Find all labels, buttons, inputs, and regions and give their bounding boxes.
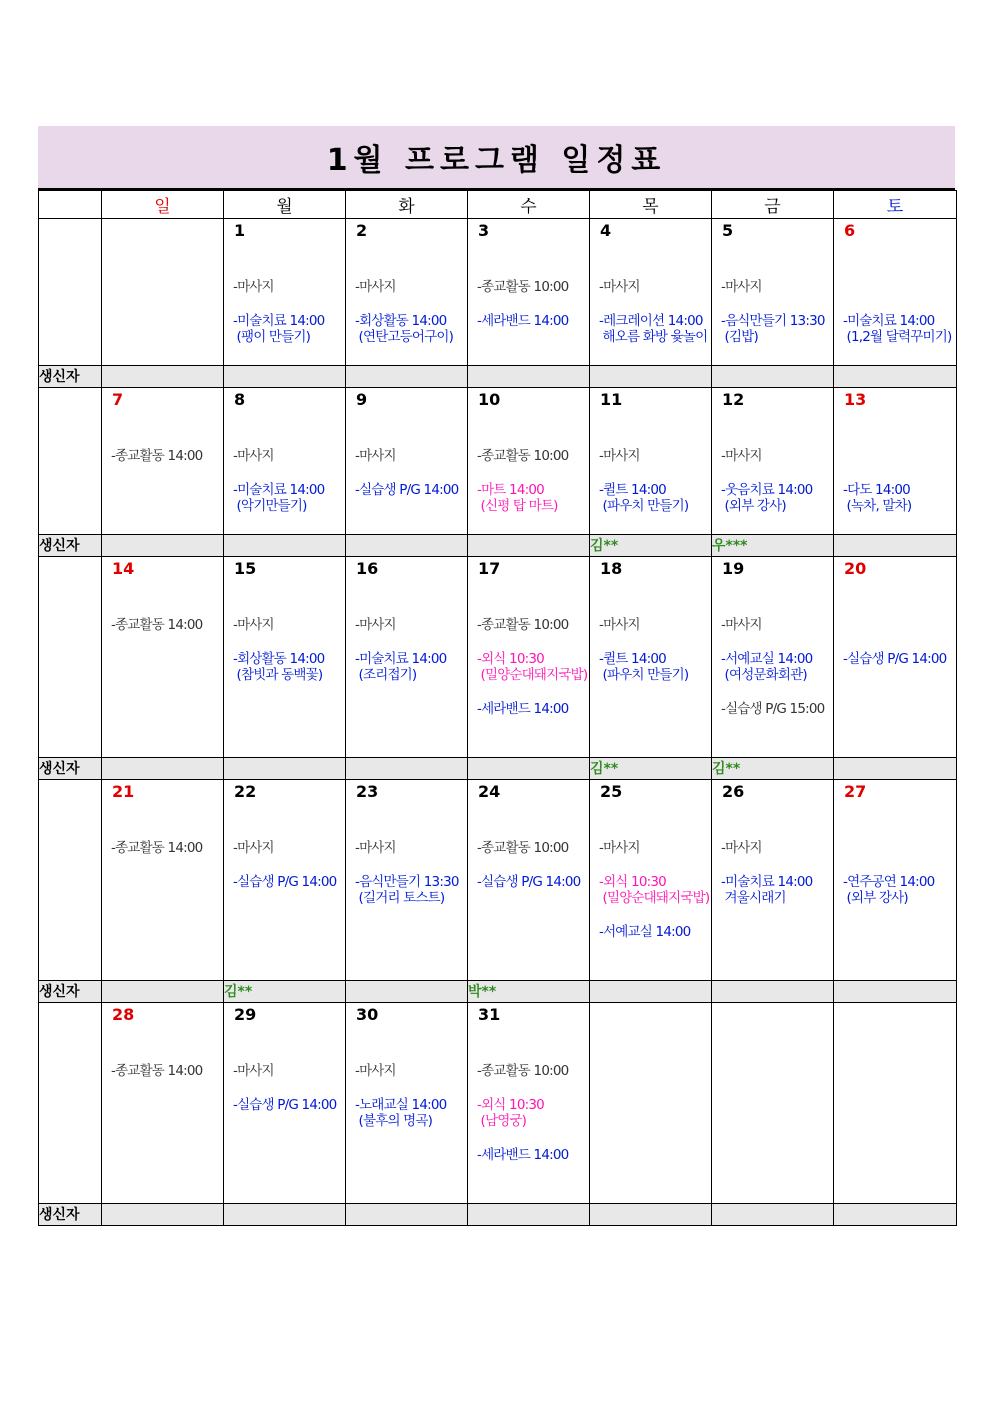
event-text: -실습생 P/G 14:00: [233, 1097, 337, 1113]
event-text: -회상활동 14:00 (연탄고등어구이): [355, 313, 454, 345]
day-cell-thursday: [590, 557, 712, 758]
day-cell-wednesday: [468, 557, 590, 758]
birthday-name-monday: [224, 758, 346, 780]
event-text: -세라밴드 14:00: [477, 1147, 569, 1163]
birthday-name-wednesday: [468, 535, 590, 557]
birthday-label: 생신자: [39, 981, 102, 1003]
event-text: -마사지: [721, 840, 762, 856]
day-number: 9: [356, 390, 368, 409]
event-text: -종교활동 14:00: [111, 617, 203, 633]
day-number: 15: [234, 559, 257, 578]
day-cell-thursday: [590, 780, 712, 981]
birthday-name-friday: [712, 366, 834, 388]
day-number: 25: [600, 782, 623, 801]
event-text: -미술치료 14:00 (조리접기): [355, 651, 447, 683]
birthday-name-tuesday: [346, 366, 468, 388]
day-number: 26: [722, 782, 745, 801]
event-text: -종교활동 10:00: [477, 617, 569, 633]
event-text: -회상활동 14:00 (참빗과 동백꽃): [233, 651, 325, 683]
day-cell-tuesday: [346, 557, 468, 758]
row-label-cell: [39, 780, 102, 981]
birthday-name-monday: [224, 1204, 346, 1226]
day-number: 2: [356, 221, 368, 240]
event-text: -마사지: [233, 1063, 274, 1079]
birthday-name-saturday: [834, 758, 957, 780]
day-number: 4: [600, 221, 612, 240]
birthday-name-tuesday: [346, 981, 468, 1003]
event-text: -레크레이션 14:00 해오름 화방 윷놀이: [599, 313, 708, 345]
week-row: [39, 1003, 957, 1204]
day-cell-monday: [224, 557, 346, 758]
day-number: 19: [722, 559, 745, 578]
event-text: -미술치료 14:00 겨울시래기: [721, 874, 813, 906]
event-text: -음식만들기 13:30 (김밥): [721, 313, 825, 345]
header-thursday: 목: [590, 191, 712, 219]
day-number: 22: [234, 782, 257, 801]
day-number: 8: [234, 390, 246, 409]
day-cell-friday: [712, 1003, 834, 1204]
birthday-name-friday: 김**: [712, 758, 834, 780]
birthday-name-wednesday: 박**: [468, 981, 590, 1003]
day-cell-wednesday: [468, 219, 590, 366]
day-number: 14: [112, 559, 135, 578]
event-text: -실습생 P/G 14:00: [843, 651, 947, 667]
event-text: -실습생 P/G 14:00: [477, 874, 581, 890]
day-cell-tuesday: [346, 388, 468, 535]
event-text: -실습생 P/G 14:00: [233, 874, 337, 890]
day-cell-sunday: [102, 388, 224, 535]
birthday-name-tuesday: [346, 758, 468, 780]
day-cell-thursday: [590, 219, 712, 366]
event-text: -종교활동 14:00: [111, 1063, 203, 1079]
week-row: [39, 388, 957, 535]
day-cell-tuesday: [346, 1003, 468, 1204]
event-text: -세라밴드 14:00: [477, 313, 569, 329]
birthday-name-thursday: 김**: [590, 758, 712, 780]
day-cell-wednesday: [468, 388, 590, 535]
day-number: 29: [234, 1005, 257, 1024]
event-text: -종교활동 10:00: [477, 1063, 569, 1079]
event-text: -세라밴드 14:00: [477, 701, 569, 717]
birthday-row: [39, 535, 957, 557]
day-cell-friday: [712, 557, 834, 758]
birthday-name-sunday: [102, 366, 224, 388]
day-number: 31: [478, 1005, 501, 1024]
day-cell-thursday: [590, 388, 712, 535]
event-text: -실습생 P/G 14:00: [355, 482, 459, 498]
day-cell-sunday: [102, 1003, 224, 1204]
event-text: -마사지: [355, 840, 396, 856]
event-text: -마사지: [233, 617, 274, 633]
event-text: -퀼트 14:00 (파우치 만들기): [599, 482, 689, 514]
birthday-name-saturday: [834, 981, 957, 1003]
birthday-name-thursday: [590, 981, 712, 1003]
row-label-cell: [39, 219, 102, 366]
day-cell-friday: [712, 780, 834, 981]
event-text: -외식 10:30 (남영궁): [477, 1097, 544, 1129]
birthday-name-monday: [224, 535, 346, 557]
day-number: 1: [234, 221, 246, 240]
event-text: -마사지: [599, 617, 640, 633]
birthday-label: 생신자: [39, 1204, 102, 1226]
birthday-label: 생신자: [39, 366, 102, 388]
event-text: -마사지: [721, 448, 762, 464]
event-text: -마사지: [355, 279, 396, 295]
day-cell-sunday: [102, 557, 224, 758]
day-number: 13: [844, 390, 867, 409]
birthday-row: [39, 981, 957, 1003]
birthday-name-monday: 김**: [224, 981, 346, 1003]
birthday-name-monday: [224, 366, 346, 388]
event-text: -서예교실 14:00 (여성문화회관): [721, 651, 813, 683]
day-number: 7: [112, 390, 124, 409]
day-cell-tuesday: [346, 219, 468, 366]
day-cell-monday: [224, 780, 346, 981]
day-number: 23: [356, 782, 379, 801]
birthday-name-friday: [712, 981, 834, 1003]
birthday-name-wednesday: [468, 366, 590, 388]
week-row: [39, 780, 957, 981]
day-number: 27: [844, 782, 867, 801]
day-number: 20: [844, 559, 867, 578]
row-label-cell: [39, 1003, 102, 1204]
day-cell-saturday: [834, 780, 957, 981]
event-text: -실습생 P/G 15:00: [721, 701, 825, 717]
header-saturday: 토: [834, 191, 957, 219]
day-cell-wednesday: [468, 1003, 590, 1204]
event-text: -종교활동 10:00: [477, 840, 569, 856]
birthday-name-sunday: [102, 981, 224, 1003]
event-text: -마사지: [355, 448, 396, 464]
birthday-name-thursday: [590, 366, 712, 388]
event-text: -다도 14:00 (녹차, 말차): [843, 482, 912, 514]
event-text: -퀼트 14:00 (파우치 만들기): [599, 651, 689, 683]
birthday-name-saturday: [834, 366, 957, 388]
title-banner: [38, 126, 955, 190]
header-sunday: 일: [102, 191, 224, 219]
birthday-name-thursday: 김**: [590, 535, 712, 557]
birthday-row: [39, 1204, 957, 1226]
header-monday: 월: [224, 191, 346, 219]
event-text: -웃음치료 14:00 (외부 강사): [721, 482, 813, 514]
day-number: 21: [112, 782, 135, 801]
event-text: -종교활동 10:00: [477, 279, 569, 295]
event-text: -마사지: [233, 840, 274, 856]
weekday-header-row: [39, 191, 957, 219]
birthday-name-tuesday: [346, 535, 468, 557]
birthday-name-wednesday: [468, 758, 590, 780]
birthday-name-sunday: [102, 758, 224, 780]
row-label-cell: [39, 388, 102, 535]
event-text: -미술치료 14:00 (악기만들기): [233, 482, 325, 514]
event-text: -마사지: [721, 617, 762, 633]
event-text: -서예교실 14:00: [599, 924, 691, 940]
day-cell-sunday: [102, 780, 224, 981]
event-text: -미술치료 14:00 (팽이 만들기): [233, 313, 325, 345]
day-number: 18: [600, 559, 623, 578]
birthday-name-friday: 우***: [712, 535, 834, 557]
day-cell-monday: [224, 388, 346, 535]
event-text: -마사지: [599, 840, 640, 856]
schedule-calendar: [38, 190, 957, 1226]
event-text: -외식 10:30 (밀양순대돼지국밥): [477, 651, 588, 683]
day-cell-tuesday: [346, 780, 468, 981]
day-number: 11: [600, 390, 623, 409]
day-number: 28: [112, 1005, 135, 1024]
day-number: 6: [844, 221, 856, 240]
row-label-cell: [39, 557, 102, 758]
event-text: -마사지: [721, 279, 762, 295]
birthday-name-saturday: [834, 1204, 957, 1226]
event-text: -종교활동 10:00: [477, 448, 569, 464]
birthday-name-tuesday: [346, 1204, 468, 1226]
week-row: [39, 557, 957, 758]
event-text: -마사지: [355, 617, 396, 633]
event-text: -음식만들기 13:30 (길거리 토스트): [355, 874, 459, 906]
day-cell-saturday: [834, 219, 957, 366]
day-cell-thursday: [590, 1003, 712, 1204]
day-number: 12: [722, 390, 745, 409]
day-cell-friday: [712, 388, 834, 535]
birthday-row: [39, 758, 957, 780]
day-number: 24: [478, 782, 501, 801]
event-text: -마사지: [599, 448, 640, 464]
birthday-name-wednesday: [468, 1204, 590, 1226]
event-text: -마사지: [233, 448, 274, 464]
day-number: 30: [356, 1005, 379, 1024]
event-text: -노래교실 14:00 (불후의 명곡): [355, 1097, 447, 1129]
day-cell-saturday: [834, 557, 957, 758]
event-text: -외식 10:30 (밀양순대돼지국밥): [599, 874, 710, 906]
day-cell-sunday: [102, 219, 224, 366]
day-cell-saturday: [834, 388, 957, 535]
birthday-name-sunday: [102, 1204, 224, 1226]
header-tuesday: 화: [346, 191, 468, 219]
event-text: -마사지: [355, 1063, 396, 1079]
day-cell-saturday: [834, 1003, 957, 1204]
day-number: 17: [478, 559, 501, 578]
day-cell-monday: [224, 219, 346, 366]
birthday-name-sunday: [102, 535, 224, 557]
event-text: -종교활동 14:00: [111, 840, 203, 856]
day-number: 3: [478, 221, 490, 240]
birthday-name-friday: [712, 1204, 834, 1226]
day-number: 10: [478, 390, 501, 409]
event-text: -마사지: [599, 279, 640, 295]
birthday-name-thursday: [590, 1204, 712, 1226]
header-wednesday: 수: [468, 191, 590, 219]
birthday-name-saturday: [834, 535, 957, 557]
birthday-row: [39, 366, 957, 388]
event-text: -연주공연 14:00 (외부 강사): [843, 874, 935, 906]
day-cell-monday: [224, 1003, 346, 1204]
event-text: -마트 14:00 (신평 탑 마트): [477, 482, 558, 514]
birthday-label: 생신자: [39, 535, 102, 557]
week-row: [39, 219, 957, 366]
birthday-label: 생신자: [39, 758, 102, 780]
day-cell-friday: [712, 219, 834, 366]
header-friday: 금: [712, 191, 834, 219]
header-blank: [39, 191, 102, 219]
event-text: -종교활동 14:00: [111, 448, 203, 464]
day-number: 5: [722, 221, 734, 240]
page-title: 1월 프로그램 일정표: [326, 143, 667, 178]
event-text: -마사지: [233, 279, 274, 295]
day-cell-wednesday: [468, 780, 590, 981]
day-number: 16: [356, 559, 379, 578]
event-text: -미술치료 14:00 (1,2월 달력꾸미기): [843, 313, 952, 345]
